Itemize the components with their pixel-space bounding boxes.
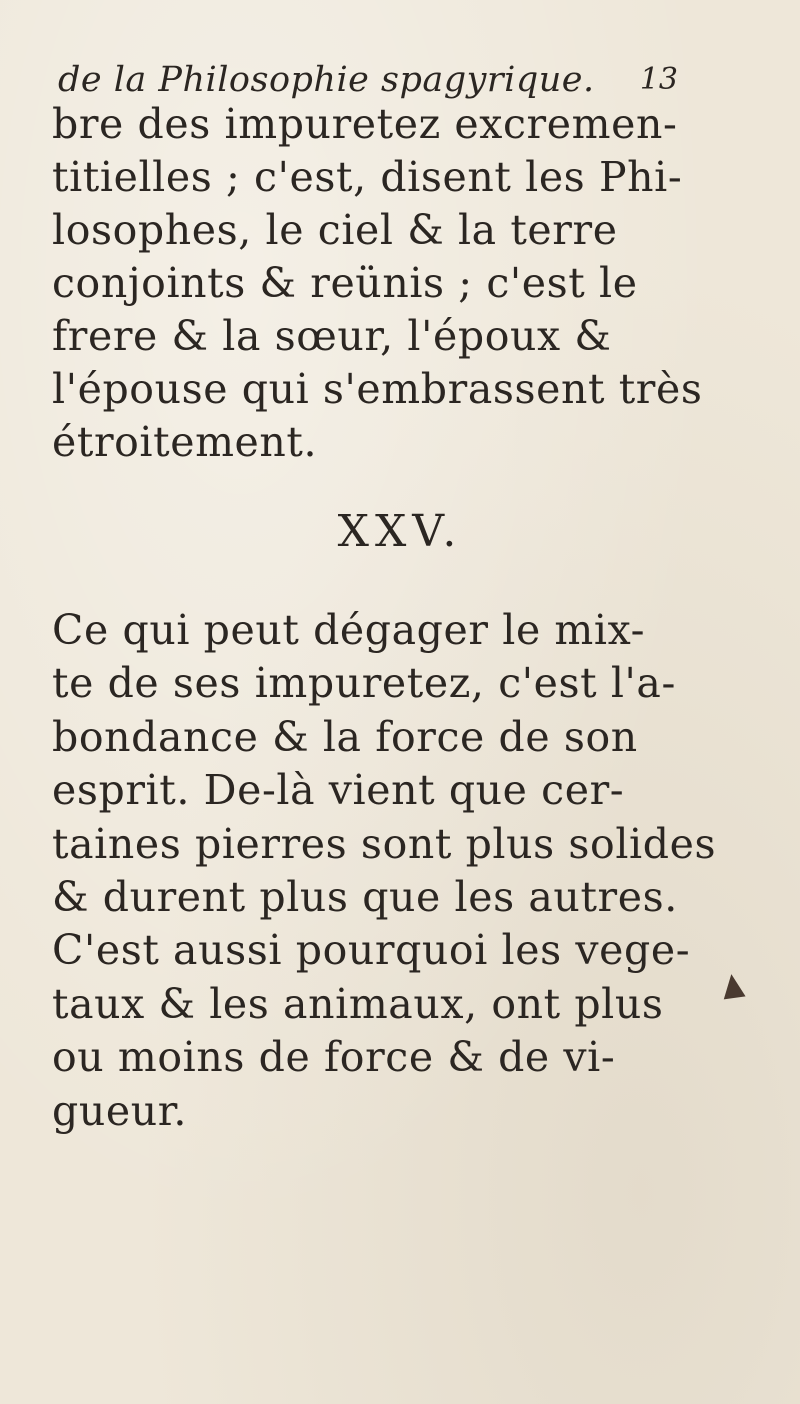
text-line: conjoints & reünis ; c'est le <box>52 259 638 307</box>
page-number: 13 <box>639 62 678 97</box>
paragraph-1 <box>52 98 703 469</box>
running-title: de la Philosophie spagyrique. <box>58 60 595 100</box>
text-line: te de ses impuretez, c'est l'a- <box>52 659 676 708</box>
text-line: titielles ; c'est, disent les Phi- <box>52 153 683 201</box>
section-heading: XXV. <box>337 506 463 557</box>
text-line: frere & la sœur, l'époux & <box>52 312 612 360</box>
text-line: losophes, le ciel & la terre <box>52 206 618 254</box>
ink-speck <box>720 973 745 1000</box>
text-line: étroitement. <box>52 418 318 466</box>
text-line: l'épouse qui s'embrassent très <box>52 365 703 413</box>
text-line: taux & les animaux, ont plus <box>52 979 664 1028</box>
text-line: gueur. <box>52 1086 188 1135</box>
text-line: taines pierres sont plus solides <box>52 819 717 868</box>
text-line: bondance & la force de son <box>52 712 638 761</box>
text-line: esprit. De-là vient que cer- <box>52 766 625 815</box>
text-line: C'est aussi pourquoi les vege- <box>52 926 691 975</box>
text-line: ou moins de force & de vi- <box>52 1033 616 1082</box>
text-line: Ce qui peut dégager le mix- <box>52 606 646 654</box>
text-line: bre des impuretez excremen- <box>52 100 678 148</box>
paragraph-2 <box>52 604 717 1138</box>
text-line: & durent plus que les autres. <box>52 873 678 922</box>
